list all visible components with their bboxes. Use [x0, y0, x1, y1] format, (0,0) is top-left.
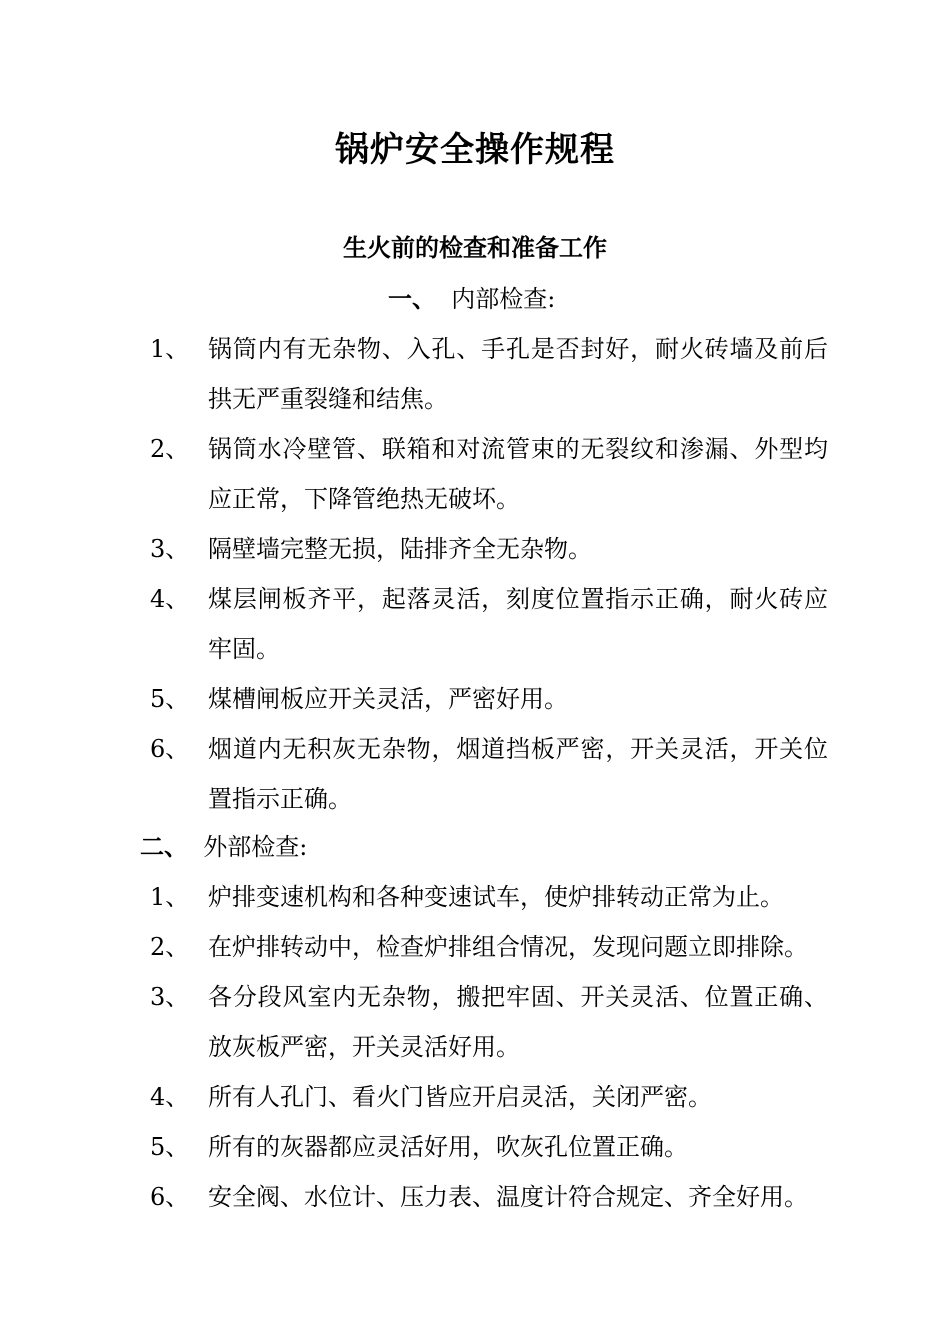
section-number: 二、	[140, 833, 188, 861]
item-text: 炉排变速机构和各种变速试车，使炉排转动正常为止。	[208, 883, 784, 911]
item-text: 煤槽闸板应开关灵活，严密好用。	[208, 685, 568, 713]
item-text: 锅筒水冷壁管、联箱和对流管束的无裂纹和渗漏、外型均应正常，下降管绝热无破坏。	[208, 435, 828, 513]
section-heading-external	[140, 829, 307, 865]
item-text: 锅筒内有无杂物、入孔、手孔是否封好，耐火砖墙及前后拱无严重裂缝和结焦。	[208, 335, 828, 413]
item-number: 5、	[150, 1133, 190, 1161]
item-number: 1、	[150, 883, 190, 911]
item-number: 3、	[150, 983, 190, 1011]
item-text: 在炉排转动中，检查炉排组合情况，发现问题立即排除。	[208, 933, 808, 961]
item-number: 4、	[150, 585, 190, 613]
section-heading-internal	[388, 281, 555, 317]
item-text: 烟道内无积灰无杂物，烟道挡板严密，开关灵活，开关位置指示正确。	[208, 735, 828, 813]
item-number: 2、	[150, 435, 190, 463]
document-subtitle: 生火前的检查和准备工作	[343, 234, 607, 262]
item-number: 3、	[150, 535, 190, 563]
section-title: 外部检查:	[203, 833, 308, 861]
item-text: 所有人孔门、看火门皆应开启灵活，关闭严密。	[208, 1083, 712, 1111]
section-number: 一、	[388, 285, 436, 313]
item-number: 5、	[150, 685, 190, 713]
item-text: 隔壁墙完整无损，陆排齐全无杂物。	[208, 535, 592, 563]
item-text: 安全阀、水位计、压力表、温度计符合规定、齐全好用。	[208, 1183, 808, 1211]
item-text: 煤层闸板齐平，起落灵活，刻度位置指示正确，耐火砖应牢固。	[208, 585, 828, 663]
item-number: 1、	[150, 335, 190, 363]
item-number: 6、	[150, 1183, 190, 1211]
item-number: 2、	[150, 933, 190, 961]
section-title: 内部检查:	[451, 285, 556, 313]
item-number: 6、	[150, 735, 190, 763]
document-title: 锅炉安全操作规程	[335, 130, 615, 170]
item-text: 所有的灰器都应灵活好用，吹灰孔位置正确。	[208, 1133, 688, 1161]
item-text: 各分段风室内无杂物，搬把牢固、开关灵活、位置正确、放灰板严密，开关灵活好用。	[208, 983, 828, 1061]
item-number: 4、	[150, 1083, 190, 1111]
